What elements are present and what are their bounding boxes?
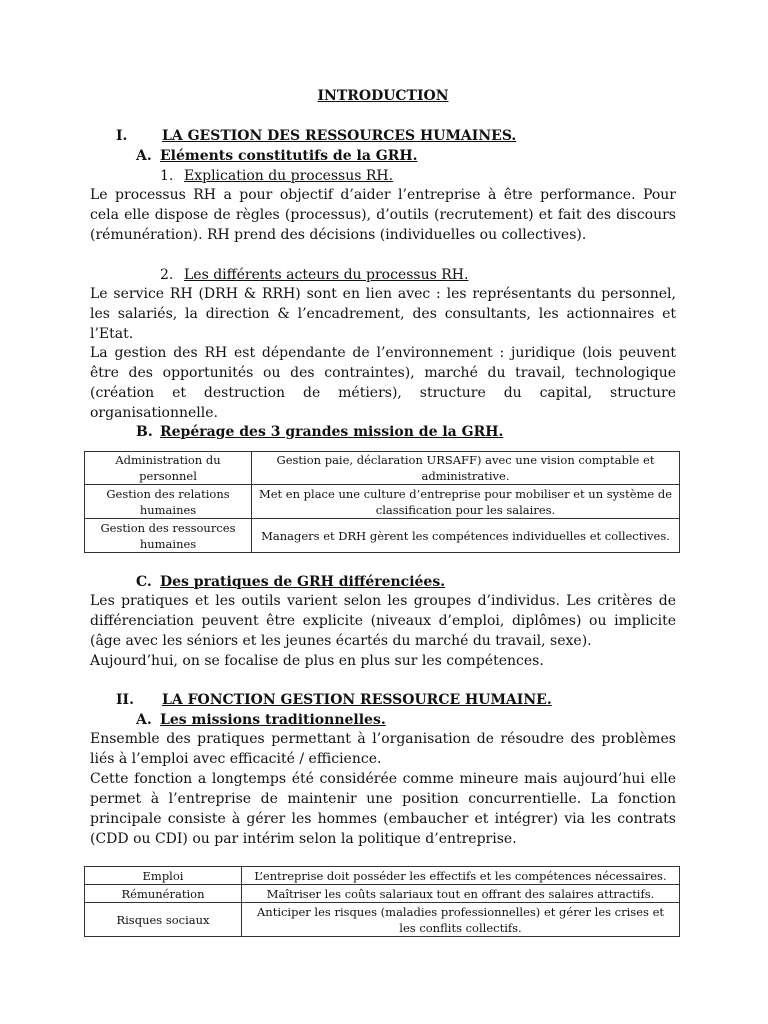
table-row	[85, 485, 680, 519]
page-title: INTRODUCTION	[317, 88, 449, 104]
section-2-number: II.	[116, 692, 134, 708]
table-cell-label: Gestion des relations humaines	[85, 485, 252, 519]
paragraph-environnement: La gestion des RH est dépendante de l’environnement : juridique (lois peuvent être des opportunités ou des contraintes), marché du travail, technologique (création et destruction de métiers), structure du capital, structure organisationnelle.	[90, 345, 676, 421]
table-cell-label: Risques sociaux	[85, 903, 242, 937]
table-cell-description: Gestion paie, déclaration URSAFF) avec une vision comptable et administrative.	[252, 452, 680, 485]
subsection-2a-letter: A.	[136, 712, 152, 728]
paragraph-competences: Aujourd’hui, on se focalise de plus en plus sur les compétences.	[90, 653, 544, 669]
table-cell-description: Maîtriser les coûts salariaux tout en offrant des salaires attractifs.	[242, 885, 680, 903]
subsection-1c-letter: C.	[136, 574, 152, 590]
table-cell-label: Rémunération	[85, 885, 242, 903]
subsection-2a-title: Les missions traditionnelles.	[160, 712, 386, 728]
table-cell-label: Administration du personnel	[85, 452, 252, 485]
table-cell-description: Anticiper les risques (maladies professionnelles) et gérer les crises et les conflits collectifs.	[242, 903, 680, 937]
table-row	[85, 519, 680, 553]
paragraph-acteurs: Le service RH (DRH & RRH) sont en lien avec : les représentants du personnel, les salariés, la direction & l’encadrement, des consultants, les actionnaires et l’Etat.	[90, 286, 676, 342]
table-row	[85, 903, 680, 937]
section-2-title: LA FONCTION GESTION RESSOURCE HUMAINE.	[162, 692, 552, 708]
table-cell-description: Met en place une culture d’entreprise pour mobiliser et un système de classification pour les salaires.	[252, 485, 680, 519]
table-cell-description: L’entreprise doit posséder les effectifs et les compétences nécessaires.	[242, 867, 680, 885]
paragraph-fonction: Cette fonction a longtemps été considérée comme mineure mais aujourd’hui elle permet à l’entreprise de maintenir une position concurrentielle. La fonction principale consiste à gérer les hommes (embaucher et intégrer) via les contrats (CDD ou CDI) ou par intérim selon la politique d’entreprise.	[90, 771, 676, 847]
item-2-number: 2.	[160, 267, 174, 283]
item-1-title: Explication du processus RH.	[184, 168, 394, 184]
table-row	[85, 867, 680, 885]
item-1-number: 1.	[160, 168, 174, 184]
table-cell-description: Managers et DRH gèrent les compétences individuelles et collectives.	[252, 519, 680, 553]
paragraph-ensemble-pratiques: Ensemble des pratiques permettant à l’organisation de résoudre des problèmes liés à l’emploi avec efficacité / efficience.	[90, 731, 676, 767]
subsection-1b-title: Repérage des 3 grandes mission de la GRH.	[160, 424, 504, 440]
subsection-1b-letter: B.	[136, 424, 153, 440]
table-cell-label: Gestion des ressources humaines	[85, 519, 252, 553]
section-1-number: I.	[116, 128, 128, 144]
paragraph-pratiques: Les pratiques et les outils varient selon les groupes d’individus. Les critères de différenciation peuvent être explicite (niveaux d’emploi, diplômes) ou implicite (âge avec les séniors et les jeunes écartés du marché du travail, sexe).	[90, 593, 676, 649]
table-row	[85, 452, 680, 485]
paragraph-processus-rh: Le processus RH a pour objectif d’aider l’entreprise à être performance. Pour cela elle dispose de règles (processus), d’outils (recrutement) et fait des discours (rémunération). RH prend des décisions (individuelles ou collectives).	[90, 187, 676, 243]
table-cell-label: Emploi	[85, 867, 242, 885]
document-page	[90, 0, 676, 1024]
subsection-1a-title: Eléments constitutifs de la GRH.	[160, 148, 418, 164]
item-2-title: Les différents acteurs du processus RH.	[184, 267, 469, 283]
subsection-1c-title: Des pratiques de GRH différenciées.	[160, 574, 446, 590]
subsection-1a-letter: A.	[136, 148, 152, 164]
table-row	[85, 885, 680, 903]
section-1-title: LA GESTION DES RESSOURCES HUMAINES.	[162, 128, 517, 144]
missions-traditionnelles-table	[84, 866, 680, 937]
missions-grh-table	[84, 451, 680, 553]
